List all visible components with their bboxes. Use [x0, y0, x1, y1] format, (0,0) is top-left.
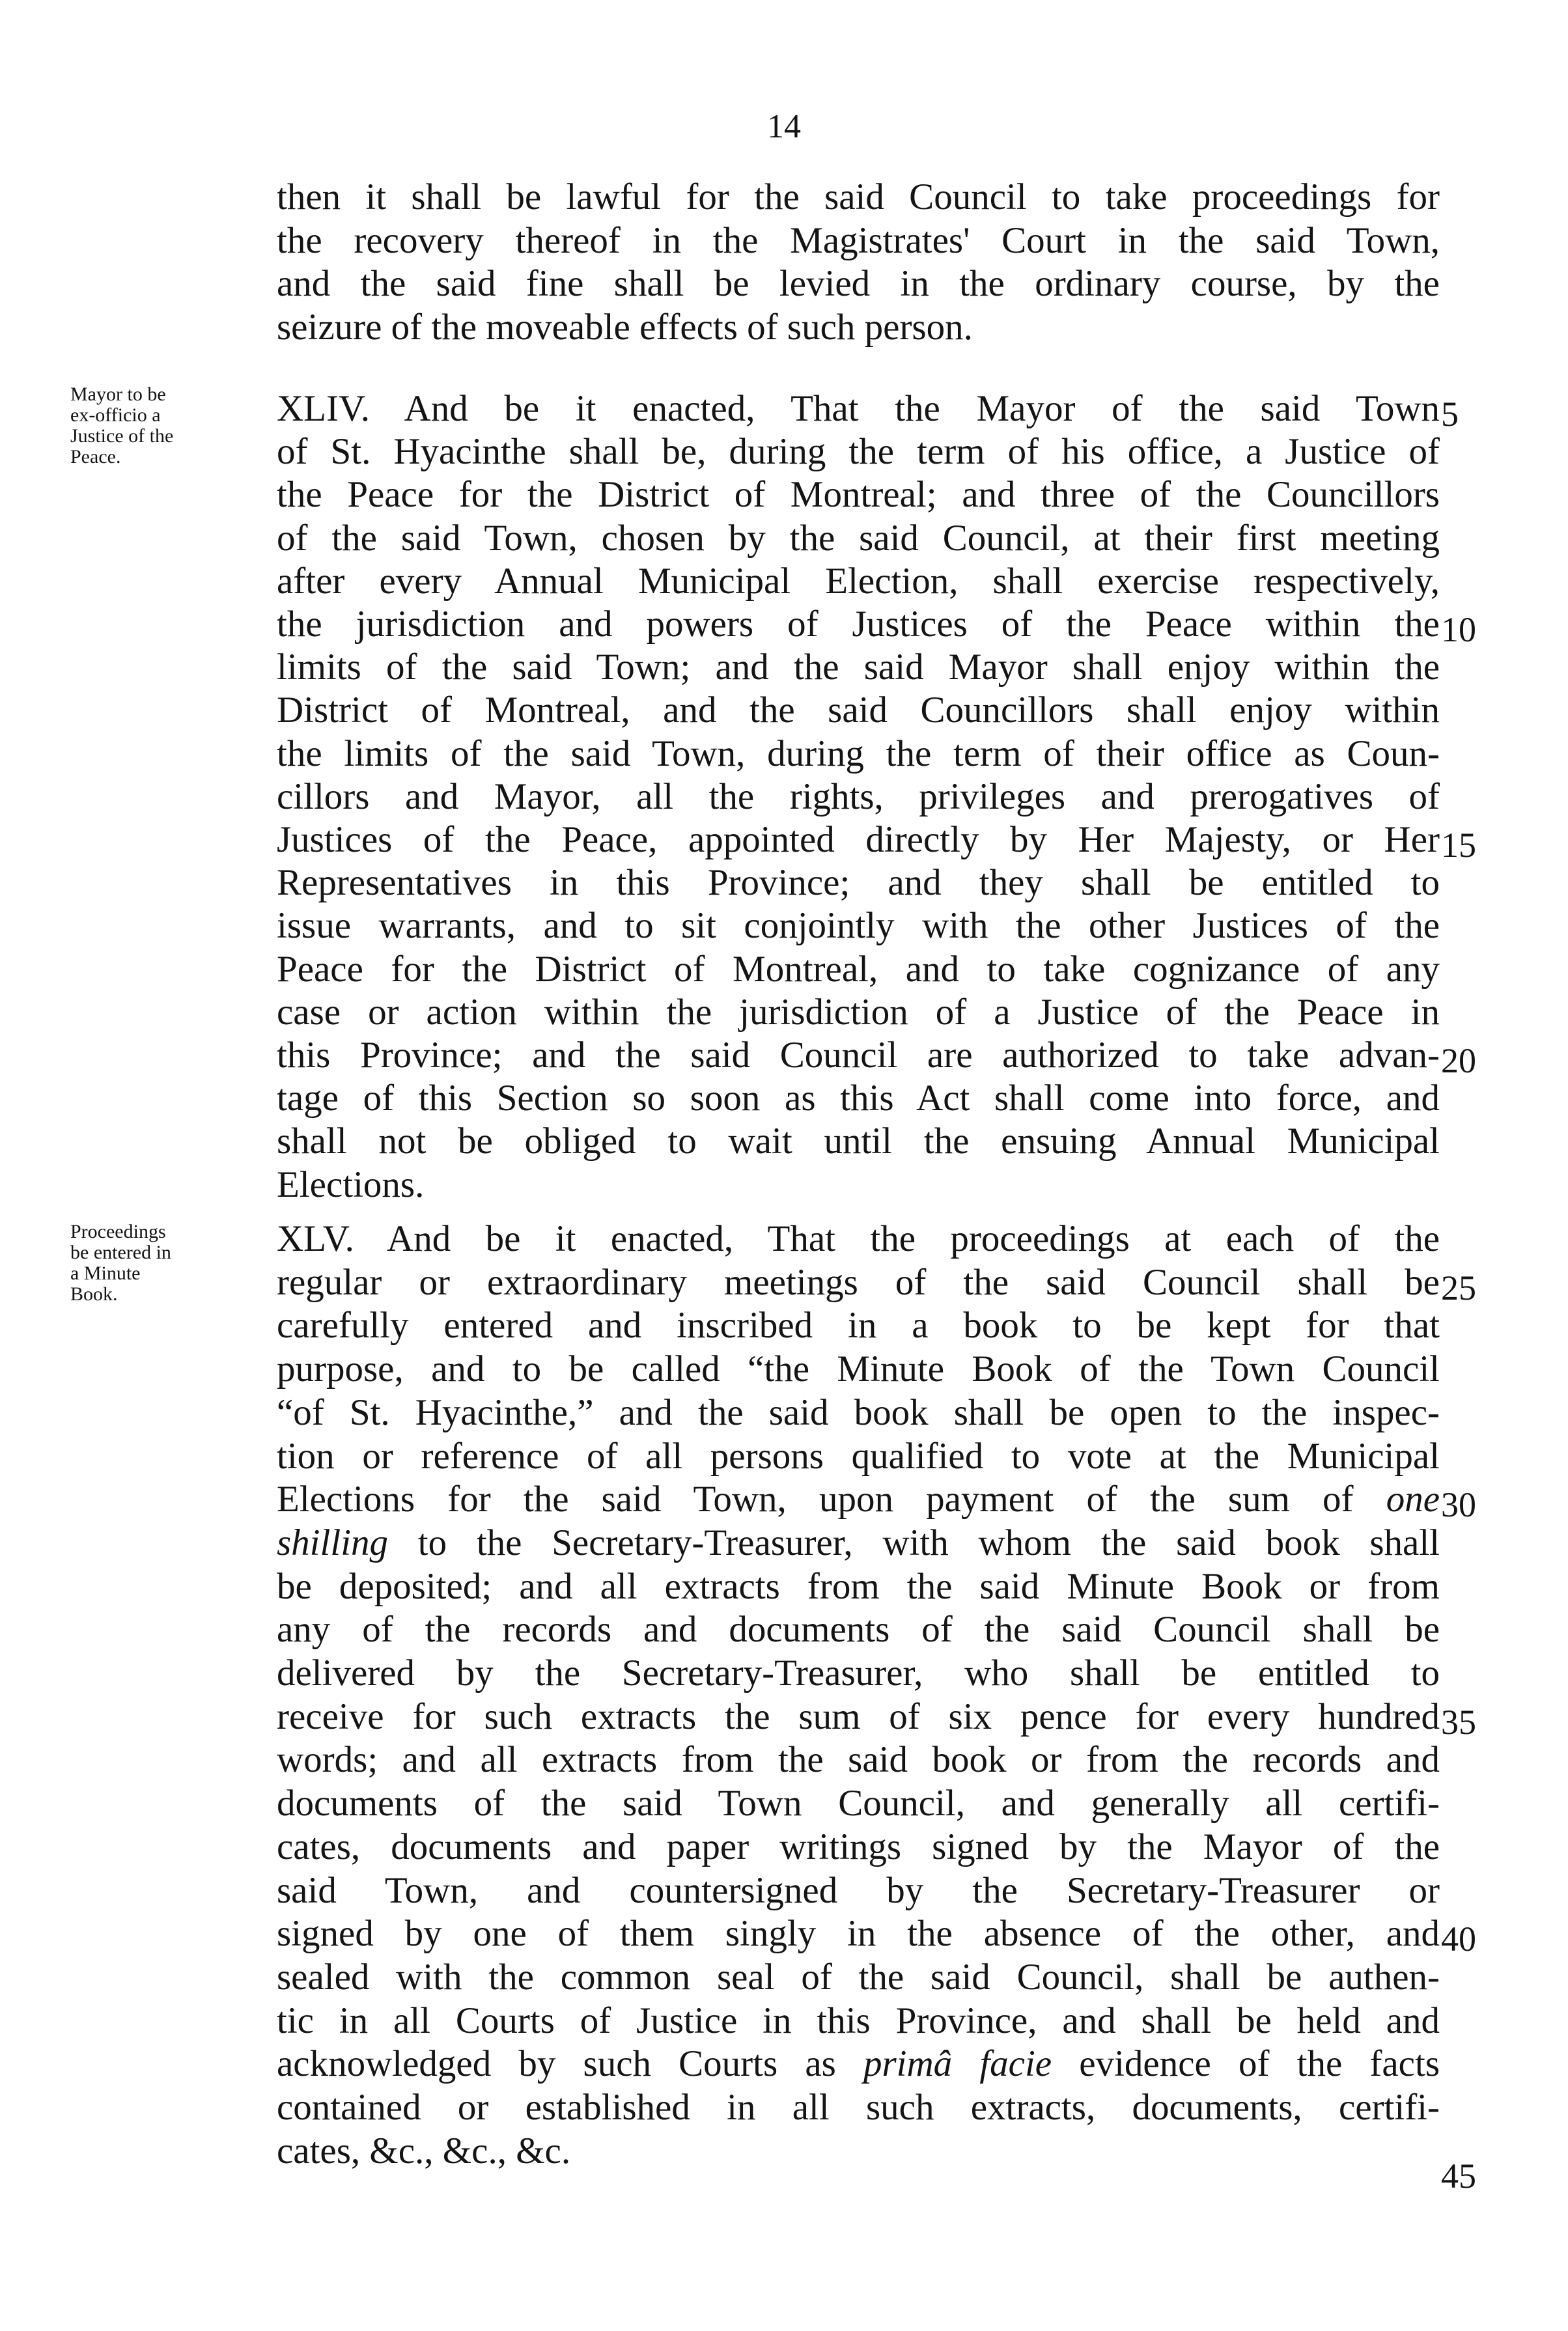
text-line: signed by one of them singly in the absence of the other, and [277, 1913, 1440, 1955]
text-line: Justices of the Peace, appointed directly by Her Majesty, or Her [277, 819, 1440, 860]
line-number: 15 [1441, 826, 1476, 865]
margin-note-line: Book. [70, 1283, 118, 1305]
margin-note-line: be entered in [70, 1242, 171, 1263]
text-line: then it shall be lawful for the said Council to take proceedings for [277, 176, 1440, 217]
line-number: 5 [1441, 395, 1459, 434]
text-line: tage of this Section so soon as this Act shall come into force, and [277, 1078, 1440, 1119]
margin-note-line: Peace. [70, 446, 121, 468]
text-line: delivered by the Secretary-Treasurer, who shall be entitled to [277, 1653, 1440, 1694]
text-line: receive for such extracts the sum of six pence for every hundred [277, 1696, 1440, 1737]
text-line: of St. Hyacinthe shall be, during the term of his office, a Justice of [277, 431, 1440, 473]
line-number: 45 [1441, 2156, 1476, 2196]
text-line: any of the records and documents of the said Council shall be [277, 1609, 1440, 1651]
text-line: cates, documents and paper writings signed by the Mayor of the [277, 1826, 1440, 1867]
text-line: cates, &c., &c., &c. [277, 2130, 571, 2171]
text-line: limits of the said Town; and the said Mayor shall enjoy within the [277, 647, 1440, 688]
text-line: case or action within the jurisdiction of a Justice of the Peace in [277, 991, 1440, 1033]
text-line: Elections for the said Town, upon payment of the sum of one [277, 1479, 1440, 1520]
line-number: 20 [1441, 1041, 1476, 1080]
text-line: the Peace for the District of Montreal; and three of the Councillors [277, 474, 1440, 516]
text-line: Elections. [277, 1164, 425, 1205]
text-line: XLIV. And be it enacted, That the Mayor of the said Town [277, 388, 1440, 429]
text-line: District of Montreal, and the said Councillors shall enjoy within [277, 690, 1440, 731]
text-line: purpose, and to be called “the Minute Book of the Town Council [277, 1348, 1440, 1390]
margin-note [70, 384, 173, 468]
text-line: tic in all Courts of Justice in this Province, and shall be held and [277, 2000, 1440, 2041]
text-line: tion or reference of all persons qualified to vote at the Municipal [277, 1435, 1440, 1477]
text-line: documents of the said Town Council, and generally all certifi- [277, 1783, 1440, 1824]
text-line: of the said Town, chosen by the said Council, at their first meeting [277, 517, 1440, 559]
line-number: 25 [1441, 1268, 1476, 1307]
text-line: Peace for the District of Montreal, and to take cognizance of any [277, 948, 1440, 990]
text-line: and the said fine shall be levied in the ordinary course, by the [277, 263, 1440, 305]
margin-note-line: ex-officio a [70, 404, 161, 426]
text-line: acknowledged by such Courts as primâ facie evidence of the facts [277, 2043, 1440, 2085]
text-line: shilling to the Secretary-Treasurer, with whom the said book shall [277, 1522, 1440, 1563]
margin-note-line: Proceedings [70, 1221, 166, 1242]
line-number: 30 [1441, 1485, 1476, 1525]
text-line: “of St. Hyacinthe,” and the said book shall be open to the inspec- [277, 1391, 1440, 1433]
text-line: words; and all extracts from the said book or from the records and [277, 1739, 1440, 1781]
text-line: be deposited; and all extracts from the said Minute Book or from [277, 1565, 1440, 1607]
page-number: 14 [767, 108, 801, 145]
text-line: this Province; and the said Council are authorized to take advan- [277, 1035, 1440, 1076]
text-line: said Town, and countersigned by the Secretary-Treasurer or [277, 1869, 1440, 1911]
text-line: cillors and Mayor, all the rights, privileges and prerogatives of [277, 775, 1440, 817]
text-line: the limits of the said Town, during the term of their office as Coun- [277, 733, 1440, 774]
text-line: the jurisdiction and powers of Justices of the Peace within the [277, 604, 1440, 645]
text-line: issue warrants, and to sit conjointly with the other Justices of the [277, 905, 1440, 947]
margin-note [70, 1221, 171, 1305]
margin-note-line: a Minute [70, 1263, 141, 1284]
text-line: contained or established in all such extracts, documents, certifi- [277, 2087, 1440, 2128]
text-line: shall not be obliged to wait until the ensuing Annual Municipal [277, 1121, 1440, 1162]
margin-note-line: Mayor to be [70, 384, 166, 405]
text-line: after every Annual Municipal Election, shall exercise respectively, [277, 560, 1440, 602]
margin-note-line: Justice of the [70, 425, 174, 447]
line-number: 40 [1441, 1919, 1476, 1959]
text-line: the recovery thereof in the Magistrates' Court in the said Town, [277, 219, 1440, 261]
line-number: 35 [1441, 1702, 1476, 1742]
text-line: seizure of the moveable effects of such person. [277, 307, 973, 348]
text-line: XLV. And be it enacted, That the proceedings at each of the [277, 1218, 1440, 1259]
line-number: 10 [1441, 610, 1476, 649]
text-line: carefully entered and inscribed in a book to be kept for that [277, 1305, 1440, 1347]
text-line: Representatives in this Province; and they shall be entitled to [277, 862, 1440, 904]
text-line: sealed with the common seal of the said Council, shall be authen- [277, 1956, 1440, 1998]
text-line: regular or extraordinary meetings of the said Council shall be [277, 1261, 1440, 1303]
